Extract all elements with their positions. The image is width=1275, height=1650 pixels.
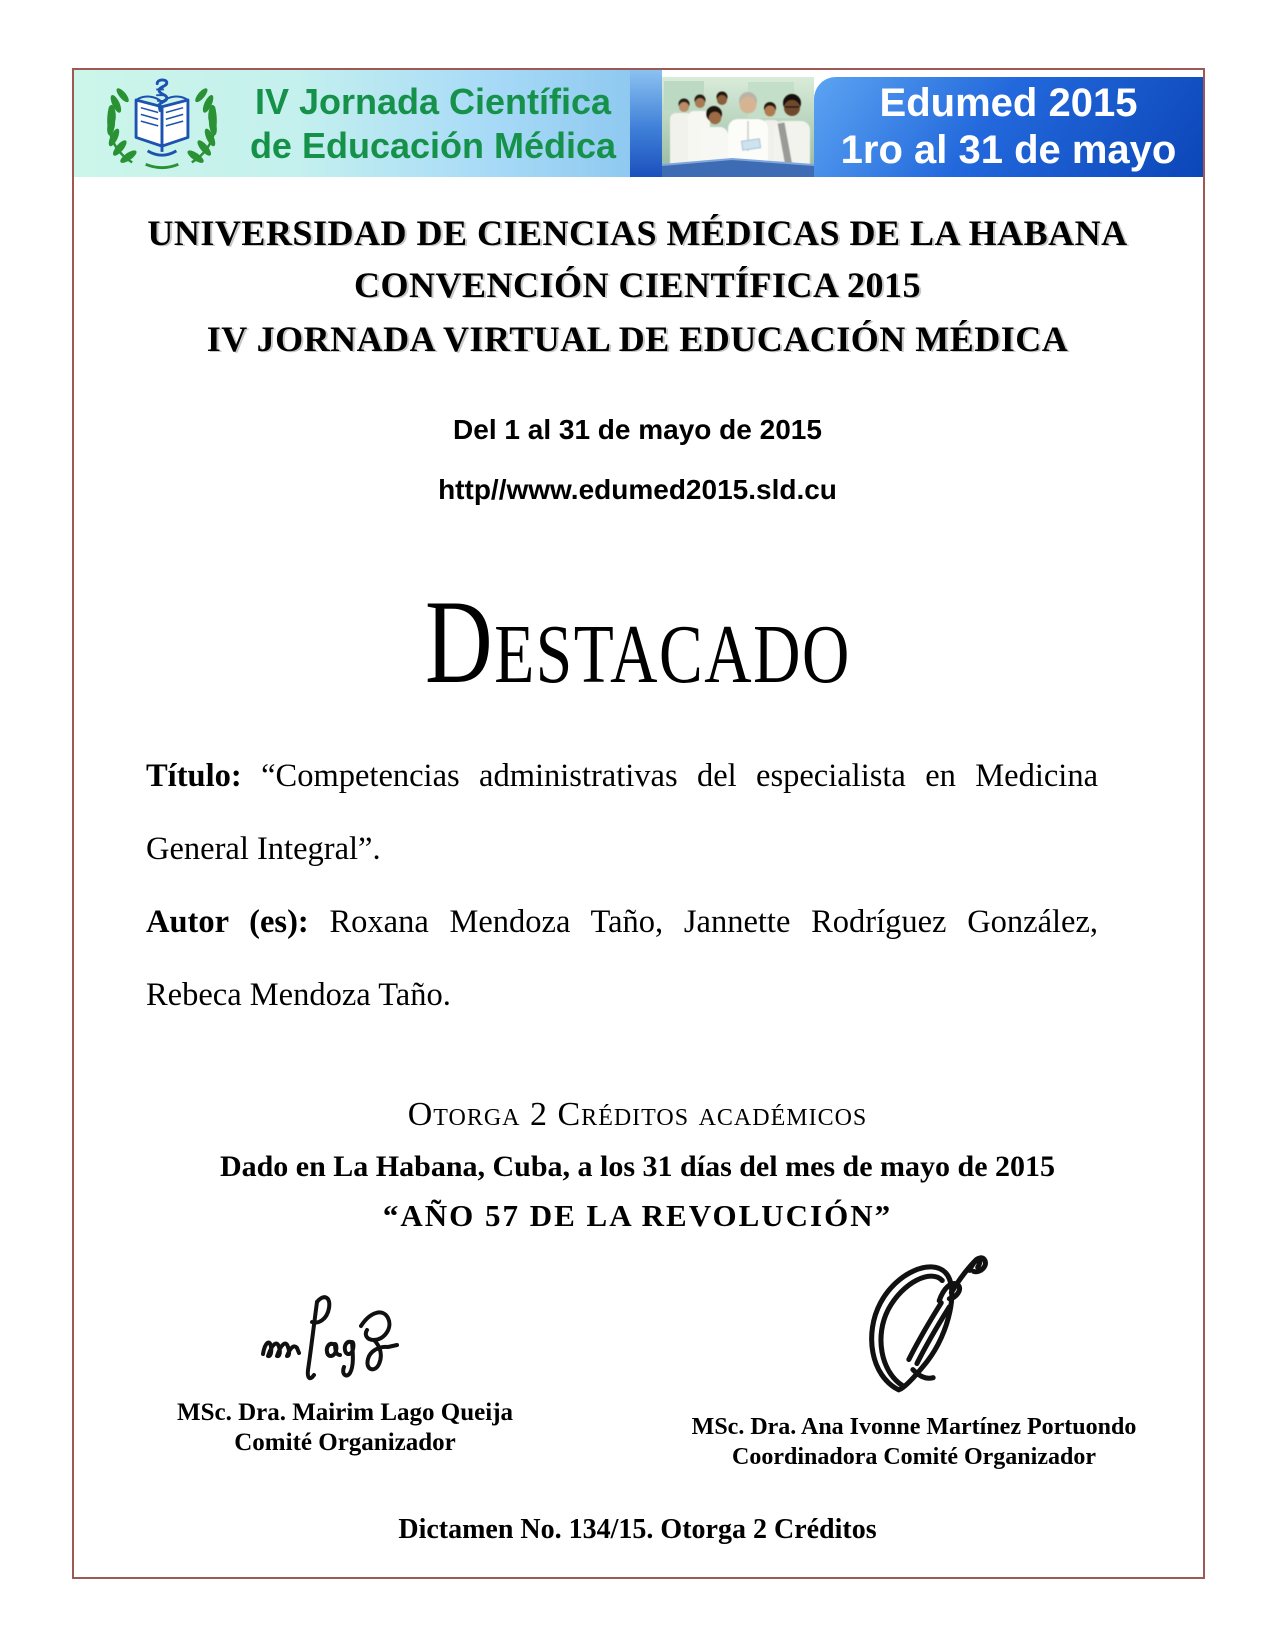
signer-right-name: MSc. Dra. Ana Ivonne Martínez Portuondo bbox=[691, 1414, 1137, 1440]
banner-blue-divider bbox=[630, 70, 662, 177]
title-label: Título: bbox=[146, 758, 242, 794]
convention-title: CONVENCIÓN CIENTÍFICA 2015 bbox=[353, 265, 922, 305]
event-dates: Del 1 al 31 de mayo de 2015 bbox=[453, 414, 822, 445]
banner-right-title bbox=[814, 77, 1203, 177]
jornada-title: IV JORNADA VIRTUAL DE EDUCACIÓN MÉDICA bbox=[206, 319, 1069, 359]
signer-right-caption bbox=[652, 1412, 1176, 1472]
banner-right-section bbox=[814, 70, 1203, 177]
signer-left-caption bbox=[140, 1398, 550, 1458]
award-title bbox=[0, 575, 1275, 708]
banner-right-line2: 1ro al 31 de mayo bbox=[840, 128, 1177, 172]
event-banner bbox=[74, 70, 1203, 177]
award-word: Destacado bbox=[424, 575, 851, 708]
medical-students-photo bbox=[662, 70, 814, 177]
event-url: http//www.edumed2015.sld.cu bbox=[438, 474, 837, 505]
title-paragraph bbox=[146, 740, 1098, 886]
banner-left-title bbox=[236, 80, 630, 168]
banner-right-line1: Edumed 2015 bbox=[879, 81, 1138, 125]
laurel-right bbox=[186, 86, 218, 165]
credits-line: Otorga 2 Créditos académicos bbox=[407, 1096, 868, 1133]
authors-text: Roxana Mendoza Taño, Jannette Rodríguez González, Rebeca Mendoza Taño. bbox=[146, 904, 1099, 1013]
banner-left-line2: de Educación Médica bbox=[249, 124, 617, 166]
banner-left-line1: IV Jornada Científica bbox=[254, 80, 612, 122]
signer-left-role: Comité Organizador bbox=[234, 1429, 456, 1456]
signature-left bbox=[256, 1292, 418, 1388]
laurel-book-caduceus-logo bbox=[88, 76, 236, 172]
laurel-left bbox=[106, 86, 138, 165]
open-book bbox=[136, 96, 188, 155]
revolution-year-line: “AÑO 57 DE LA REVOLUCIÓN” bbox=[382, 1198, 893, 1233]
authors-paragraph bbox=[146, 886, 1098, 1032]
signer-right-role: Coordinadora Comité Organizador bbox=[732, 1444, 1096, 1470]
signer-left-name: MSc. Dra. Mairim Lago Queija bbox=[176, 1399, 514, 1426]
certificate-body bbox=[146, 740, 1098, 1032]
university-title: UNIVERSIDAD DE CIENCIAS MÉDICAS DE LA HABANA bbox=[147, 213, 1128, 253]
signature-right bbox=[846, 1240, 998, 1400]
banner-left-section bbox=[74, 70, 630, 177]
dictamen-line: Dictamen No. 134/15. Otorga 2 Créditos bbox=[398, 1514, 877, 1545]
authors-label: Autor (es): bbox=[146, 904, 309, 940]
title-text: “Competencias administrativas del especialista en Medicina General Integral”. bbox=[146, 758, 1099, 867]
issued-line: Dado en La Habana, Cuba, a los 31 días del mes de mayo de 2015 bbox=[219, 1150, 1056, 1183]
